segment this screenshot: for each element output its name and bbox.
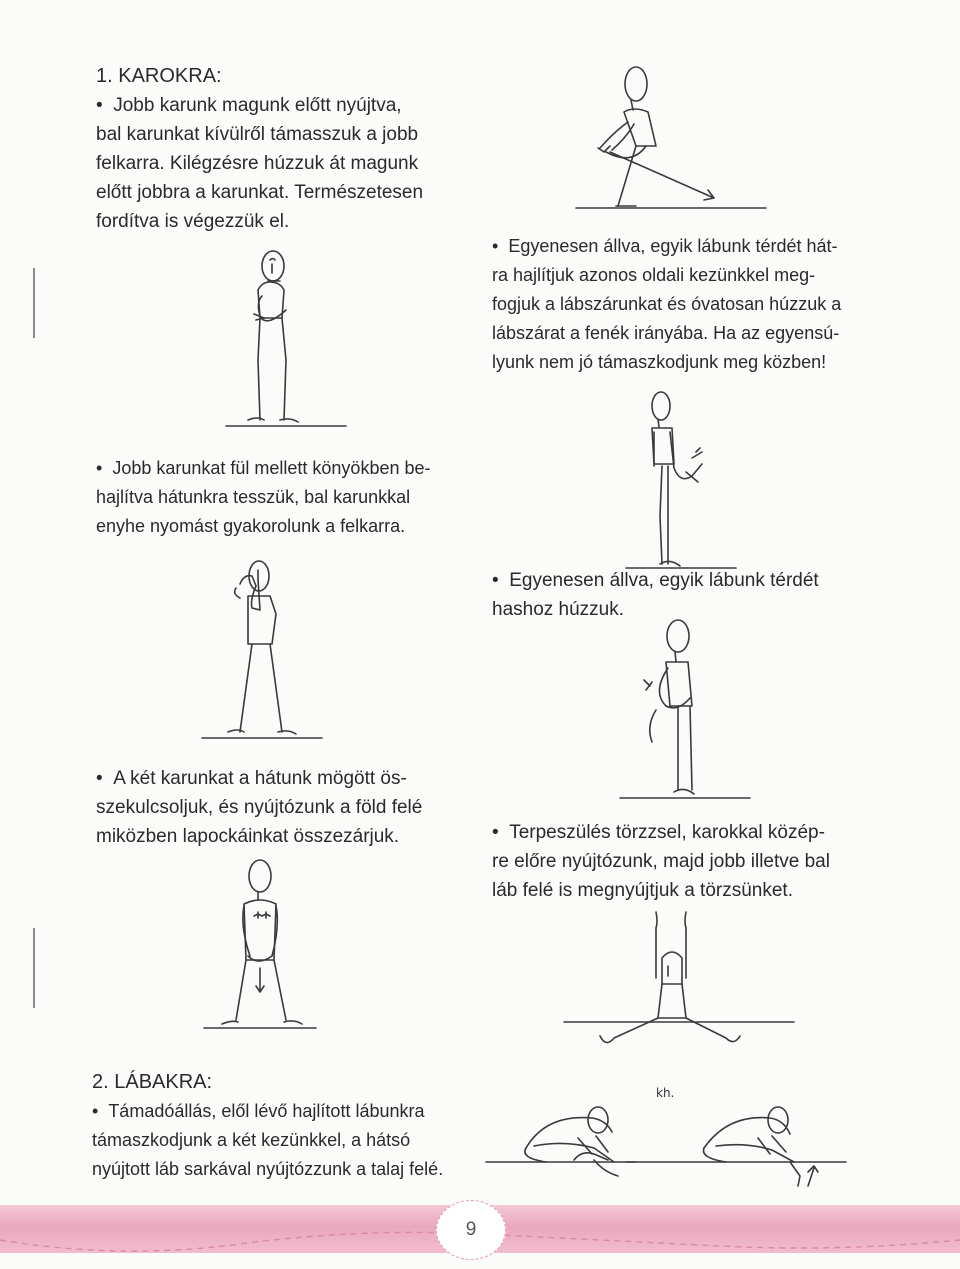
page-number: 9 <box>436 1200 506 1260</box>
text-line: lábszárat a fenék irányába. Ha az egyensú- <box>492 323 840 343</box>
arms-exercise-1 <box>96 62 454 236</box>
scan-mark <box>33 268 35 338</box>
arms-exercise-3 <box>96 764 458 851</box>
figure-straddle-reach <box>564 910 794 1060</box>
text-line: ra hajlítjuk azonos oldali kezünkkel meg- <box>492 265 816 285</box>
figure-knee-to-chest <box>620 616 750 806</box>
text-line: • Terpeszülés törzzsel, karokkal közép- <box>492 818 858 847</box>
text-line: nyújtott láb sarkával nyújtózzunk a talaj felé. <box>92 1159 444 1179</box>
legs-exercise-quad <box>492 232 854 377</box>
text-line: támaszkodjunk a két kezünkkel, a hátsó <box>92 1130 411 1150</box>
text-line: előtt jobbra a karunkat. Természetesen <box>96 182 424 203</box>
legs-exercise-straddle <box>492 818 858 905</box>
text-line: enyhe nyomást gyakorolunk a felkarra. <box>96 516 406 536</box>
text-line: bal karunkat kívülről támasszuk a jobb <box>96 124 419 145</box>
text-line: • Egyenesen állva, egyik lábunk térdét hát- <box>492 232 854 261</box>
text-line: • Egyenesen állva, egyik lábunk térdét <box>492 566 850 595</box>
text-line: felkarra. Kilégzésre húzzuk át magunk <box>96 153 419 174</box>
text-line: szekulcsoljuk, és nyújtózunk a föld felé <box>96 797 423 818</box>
text-line: lyunk nem jó támaszkodjunk meg közben! <box>492 352 827 372</box>
section-title-legs: 2. LÁBAKRA: <box>92 1071 213 1093</box>
text-line: miközben lapockáinkat összezárjuk. <box>96 826 400 847</box>
text-line: • Támadóállás, elől lévő hajlított lábunkra <box>92 1097 452 1126</box>
figure-triceps-stretch <box>196 556 326 746</box>
text-line: hashoz húzzuk. <box>492 599 625 620</box>
text-line: • Jobb karunk magunk előtt nyújtva, <box>96 91 454 120</box>
figure-lunge-stretch-pair <box>486 1096 846 1196</box>
arms-exercise-2 <box>96 454 464 541</box>
signature: kh. <box>656 1086 675 1100</box>
text-line: • Jobb karunkat fül mellett könyökben be- <box>96 454 464 483</box>
text-line: fogjuk a lábszárunkat és óvatosan húzzuk a <box>492 294 842 314</box>
figure-cross-arm-stretch <box>226 240 346 435</box>
scan-mark <box>33 928 35 1008</box>
text-line: hajlítva hátunkra tesszük, bal karunkkal <box>96 487 411 507</box>
text-line: láb felé is megnyújtjuk a törzsünket. <box>492 880 793 901</box>
figure-quad-stretch-lunge <box>576 62 766 212</box>
figure-clasp-behind <box>204 856 324 1036</box>
text-line: re előre nyújtózunk, majd jobb illetve bal <box>492 851 830 872</box>
section-title-arms: 1. KAROKRA: <box>96 65 222 87</box>
figure-standing-flamingo <box>626 388 736 578</box>
text-line: • A két karunkat a hátunk mögött ös- <box>96 764 458 793</box>
text-line: fordítva is végezzük el. <box>96 211 290 232</box>
legs-exercise-lunge <box>92 1068 452 1184</box>
